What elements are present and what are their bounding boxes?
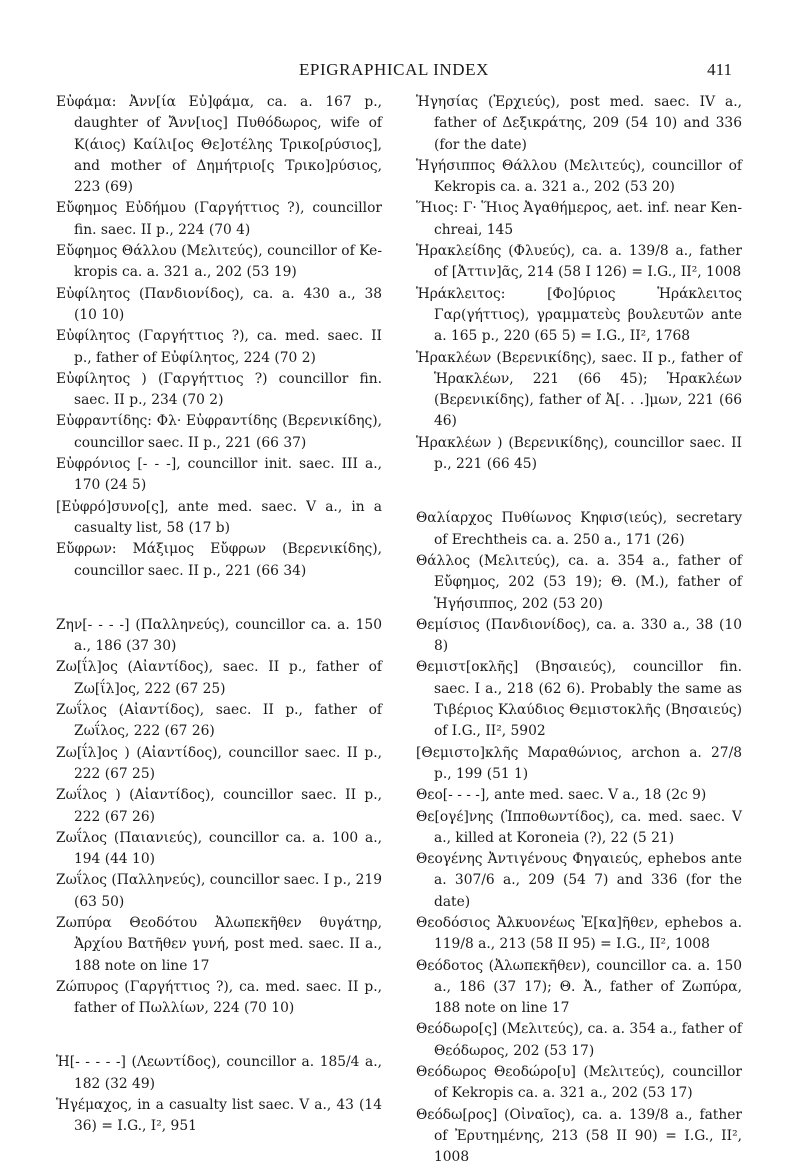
index-entry: [Εὐφρό]συνο[ς], ante med. saec. V a., in a casualty list, 58 (17 b) — [56, 498, 382, 536]
section-gap — [416, 475, 742, 508]
index-entry: Ζωΐλος (Αἰαντίδος), saec. II p., father of Ζωΐλος, 222 (67 26) — [56, 702, 382, 740]
index-entry: Εὔφημος Εὐδήμου (Γαργήττιος ?), councillor fin. saec. II p., 224 (70 4) — [56, 200, 382, 238]
index-entry: Ἡ[- - - - -] (Λεωντίδος), councillor a. 185/4 a., 182 (32 49) — [56, 1054, 382, 1092]
index-entry: Ἡρακλέων (Βερενικίδης), saec. II p., father of Ἡρακλέων, 221 (66 45); Ἡρακλέων (Βερενικίδης), father of Ἀ[. . .]μων, 221 (66 46) — [416, 349, 742, 430]
section-gap — [56, 1019, 382, 1052]
index-entry: Ἥιος: Γ· Ἥιος Ἀγαθήμερος, aet. inf. near Kenchreai, 145 — [416, 200, 742, 238]
index-entry: Εὐφίλητος ) (Γαργήττιος ?) councillor fin. saec. II p., 234 (70 2) — [56, 370, 382, 409]
index-entry: Θεογένης Ἀντιγένους Φηγαιεύς, ephebos ante a. 307/6 a., 209 (54 7) and 336 (for the date) — [416, 851, 742, 910]
running-title: EPIGRAPHICAL INDEX — [298, 60, 490, 79]
index-entry: Ἡράκλειτος: [Φο]ύριος Ἡράκλειτος Γαρ(γήττιος), γραμματεὺς βουλευτῶν ante a. 165 p., 220 (65 5) = I.G., II², 1768 — [416, 285, 742, 345]
page-header — [56, 60, 732, 82]
index-entry: [Θεμιστο]κλῆς Μαραθώνιος, archon a. 27/8 p., 199 (51 1) — [416, 744, 742, 782]
index-entry: Θεο[- - - -], ante med. saec. V a., 18 (2c 9) — [416, 787, 707, 804]
index-entry: Ἡγέμαχος, in a casualty list saec. V a., 43 (14 36) = I.G., I², 951 — [56, 1097, 382, 1135]
index-entry: Ζωΐλος ) (Αἰαντίδος), councillor saec. II p., 222 (67 26) — [56, 787, 382, 825]
index-entry: Εὐφραντίδης: Φλ· Εὐφραντίδης (Βερενικίδης), councillor saec. II p., 221 (66 37) — [56, 413, 382, 451]
index-entry: Θάλλος (Μελιτεύς), ca. a. 354 a., father of Εὔφημος, 202 (53 19); Θ. (M.), father of Ἡγήσιππος, 202 (53 20) — [416, 552, 742, 612]
index-entry: Ἡρακλείδης (Φλυεύς), ca. a. 139/8 a., father of [Ἀττιν]ᾶς, 214 (58 I 126) = I.G., II², 1008 — [416, 243, 742, 281]
index-entry: Ἡγησίας (Ἐρχιεύς), post med. saec. IV a., father of Δεξικράτης, 209 (54 10) and 336 (for the date) — [416, 94, 742, 153]
index-entry: Ζωπύρα Θεοδότου Ἀλωπεκῆθεν θυγάτηρ, Ἀρχίου Βατῆθεν γυνή, post med. saec. II a., 188 note on line 17 — [56, 914, 382, 974]
index-entry: Θαλίαρχος Πυθίωνος Κηφισ(ιεύς), secretary of Erechtheis ca. a. 250 a., 171 (26) — [416, 510, 742, 548]
index-entry: Εὔφρων: Μάξιμος Εὔφρων (Βερενικίδης), councillor saec. II p., 221 (66 34) — [56, 541, 382, 579]
index-entry: Ζωΐλος (Παιανιεύς), councillor ca. a. 100 a., 194 (44 10) — [56, 829, 382, 868]
index-entry: Θεόδοτος (Ἀλωπεκῆθεν), councillor ca. a. 150 a., 186 (37 17); Θ. Ἀ., father of Ζωπύρα, 188 note on line 17 — [416, 957, 742, 1017]
index-entry: Ζώπυρος (Γαργήττιος ?), ca. med. saec. II p., father of Πωλλίων, 224 (70 10) — [56, 978, 382, 1017]
index-entry: Ζωΐλος (Παλληνεύς), councillor saec. I p., 219 (63 50) — [56, 872, 382, 910]
index-entry: Εὐφάμα: Ἀνν[ία Εὐ]φάμα, ca. a. 167 p., daughter of Ἄνν[ιος] Πυθόδωρος, wife of Κ(άιος) Καίλι[ος Θε]οτέλης Τρικο[ρύσιος], and mother of Δημήτριο[ς Τρικο]ρύσιος, 223 (69) — [56, 94, 382, 196]
index-entry: Εὐφίλητος (Πανδιονίδος), ca. a. 430 a., 38 (10 10) — [56, 285, 382, 323]
index-column-right — [416, 92, 742, 1169]
index-entry: Θεμιστ[οκλῆς] (Βησαιεύς), councillor fin. saec. I a., 218 (62 6). Probably the same as Τιβέριος Κλαύδιος Θεμιστοκλῆς (Βησαιεύς) of I.G., II², 5902 — [416, 659, 742, 740]
index-entry: Θεοδόσιος Ἀλκυονέως Ἐ[κα]ῆθεν, ephebos a. 119/8 a., 213 (58 II 95) = I.G., II², 1008 — [416, 914, 742, 953]
index-entry: Ζω[ΐλ]ος ) (Αἰαντίδος), councillor saec. II p., 222 (67 25) — [56, 744, 382, 782]
page-number: 411 — [707, 60, 732, 79]
index-entry: Εὐφρόνιος [- - -], councillor init. saec. III a., 170 (24 5) — [56, 456, 382, 494]
index-entry: Θεόδωρος Θεοδώρο[υ] (Μελιτεύς), councillor of Kekropis ca. a. 321 a., 202 (53 17) — [416, 1064, 742, 1102]
index-entry: Θεμίσιος (Πανδιονίδος), ca. a. 330 a., 38 (10 8) — [416, 616, 742, 655]
index-column-left — [56, 92, 382, 1138]
index-entry: Εὔφημος Θάλλου (Μελιτεύς), councillor of Kekropis ca. a. 321 a., 202 (53 19) — [56, 243, 382, 281]
index-entry: Ζην[- - - -] (Παλληνεύς), councillor ca. a. 150 a., 186 (37 30) — [56, 616, 382, 655]
index-entry: Εὐφίλητος (Γαργήττιος ?), ca. med. saec. II p., father of Εὐφίλητος, 224 (70 2) — [56, 328, 382, 366]
index-entry: Θε[ογέ]νης (Ἱπποθωντίδος), ca. med. saec. V a., killed at Koroneia (?), 22 (5 21) — [416, 808, 742, 846]
index-entry: Ἡγήσιππος Θάλλου (Μελιτεύς), councillor of Kekropis ca. a. 321 a., 202 (53 20) — [416, 157, 742, 196]
index-entry: Θεόδωρο[ς] (Μελιτεύς), ca. a. 354 a., father of Θεόδωρος, 202 (53 17) — [416, 1021, 742, 1059]
index-entry: Ἡρακλέων ) (Βερενικίδης), councillor saec. II p., 221 (66 45) — [416, 434, 742, 473]
index-entry: Ζω[ΐλ]ος (Αἰαντίδος), saec. II p., father of Ζω[ΐλ]ος, 222 (67 25) — [56, 659, 382, 697]
index-entry: Θεόδω[ρος] (Οἰναῖος), ca. a. 139/8 a., father of Ἐρυτημένης, 213 (58 II 90) = I.G., II², 1008 — [416, 1106, 742, 1166]
section-gap — [56, 582, 382, 615]
